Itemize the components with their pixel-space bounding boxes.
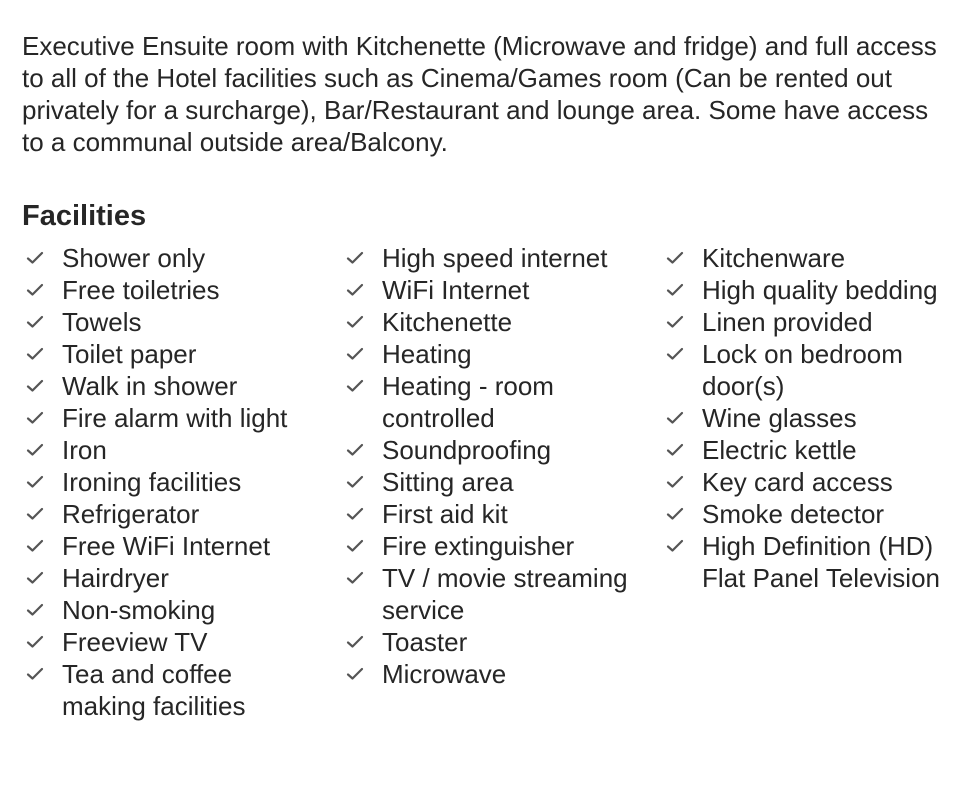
- facility-label: Toilet paper: [62, 339, 197, 369]
- facility-item: [342, 658, 632, 690]
- facility-label: Towels: [62, 307, 142, 337]
- facility-label: Smoke detector: [702, 499, 885, 529]
- check-icon: [26, 603, 44, 617]
- check-icon: [346, 443, 364, 457]
- facility-label: Free WiFi Internet: [62, 531, 271, 561]
- check-icon: [666, 411, 684, 425]
- facility-item: [342, 370, 632, 434]
- facility-label: Microwave: [382, 659, 507, 689]
- facility-item: [22, 594, 312, 626]
- facility-label: Key card access: [702, 467, 893, 497]
- facility-label: Heating - room controlled: [382, 371, 554, 433]
- facility-item: [22, 530, 312, 562]
- facility-item: [22, 402, 312, 434]
- facilities-list: [22, 242, 944, 772]
- facility-item: [22, 434, 312, 466]
- facility-item: [22, 466, 312, 498]
- check-icon: [26, 283, 44, 297]
- facility-item: [662, 434, 952, 466]
- facility-label: Shower only: [62, 243, 206, 273]
- check-icon: [26, 347, 44, 361]
- facility-label: TV / movie streaming service: [382, 563, 628, 625]
- facility-item: [662, 466, 952, 498]
- facility-item: [342, 562, 632, 626]
- facility-label: Fire alarm with light: [62, 403, 288, 433]
- facility-label: Toaster: [382, 627, 468, 657]
- facility-label: Fire extinguisher: [382, 531, 575, 561]
- check-icon: [26, 571, 44, 585]
- facility-label: Ironing facilities: [62, 467, 242, 497]
- facility-item: [342, 242, 632, 274]
- check-icon: [26, 475, 44, 489]
- facility-item: [22, 306, 312, 338]
- check-icon: [666, 539, 684, 553]
- facility-label: Electric kettle: [702, 435, 857, 465]
- check-icon: [666, 507, 684, 521]
- facility-item: [662, 498, 952, 530]
- facility-label: Freeview TV: [62, 627, 208, 657]
- check-icon: [346, 507, 364, 521]
- facility-label: High quality bedding: [702, 275, 938, 305]
- check-icon: [346, 571, 364, 585]
- facility-label: Linen provided: [702, 307, 873, 337]
- facility-label: Sitting area: [382, 467, 514, 497]
- facility-label: Soundproofing: [382, 435, 552, 465]
- check-icon: [346, 283, 364, 297]
- facility-item: [22, 242, 312, 274]
- check-icon: [26, 411, 44, 425]
- facility-label: Kitchenette: [382, 307, 513, 337]
- facility-item: [22, 658, 312, 722]
- check-icon: [346, 635, 364, 649]
- facility-label: WiFi Internet: [382, 275, 530, 305]
- facility-item: [342, 306, 632, 338]
- facility-label: Heating: [382, 339, 472, 369]
- facility-item: [662, 530, 952, 594]
- facility-label: Walk in shower: [62, 371, 238, 401]
- check-icon: [666, 283, 684, 297]
- check-icon: [26, 379, 44, 393]
- facility-item: [342, 498, 632, 530]
- facilities-column-3: [662, 242, 952, 594]
- facility-label: Refrigerator: [62, 499, 200, 529]
- check-icon: [346, 251, 364, 265]
- check-icon: [26, 539, 44, 553]
- facility-label: Wine glasses: [702, 403, 857, 433]
- facility-item: [662, 306, 952, 338]
- check-icon: [666, 443, 684, 457]
- check-icon: [666, 347, 684, 361]
- facility-label: First aid kit: [382, 499, 508, 529]
- facility-item: [342, 274, 632, 306]
- facility-item: [22, 274, 312, 306]
- check-icon: [26, 251, 44, 265]
- facility-item: [342, 530, 632, 562]
- check-icon: [666, 475, 684, 489]
- facility-label: High Definition (HD) Flat Panel Television: [702, 531, 940, 593]
- facilities-column-1: [22, 242, 312, 722]
- check-icon: [26, 507, 44, 521]
- check-icon: [26, 635, 44, 649]
- facility-item: [662, 242, 952, 274]
- facility-item: [22, 626, 312, 658]
- check-icon: [26, 443, 44, 457]
- facility-item: [342, 434, 632, 466]
- facility-label: Lock on bedroom door(s): [702, 339, 903, 401]
- check-icon: [26, 315, 44, 329]
- check-icon: [666, 251, 684, 265]
- facility-item: [22, 562, 312, 594]
- facility-item: [342, 626, 632, 658]
- facility-item: [22, 498, 312, 530]
- check-icon: [346, 539, 364, 553]
- facility-label: Free toiletries: [62, 275, 220, 305]
- facility-item: [662, 338, 952, 402]
- facility-item: [22, 370, 312, 402]
- facility-label: Kitchenware: [702, 243, 846, 273]
- facility-item: [662, 274, 952, 306]
- facility-label: High speed internet: [382, 243, 608, 273]
- check-icon: [346, 379, 364, 393]
- facility-label: Non-smoking: [62, 595, 216, 625]
- facility-label: Iron: [62, 435, 107, 465]
- check-icon: [666, 315, 684, 329]
- check-icon: [346, 315, 364, 329]
- facility-item: [342, 466, 632, 498]
- facilities-column-2: [342, 242, 632, 690]
- facility-label: Tea and coffee making facilities: [62, 659, 246, 721]
- check-icon: [346, 347, 364, 361]
- facility-label: Hairdryer: [62, 563, 169, 593]
- check-icon: [26, 667, 44, 681]
- facilities-heading: Facilities: [22, 200, 147, 232]
- check-icon: [346, 667, 364, 681]
- facility-item: [22, 338, 312, 370]
- facility-item: [662, 402, 952, 434]
- room-description: Executive Ensuite room with Kitchenette (Microwave and fridge) and full access to all of the Hotel facilities such as Cinema/Games room (Can be rented out privately for a surcharge), Bar/Restaurant and lounge area. Some have access to a communal outside area/Balcony.: [22, 31, 937, 157]
- check-icon: [346, 475, 364, 489]
- facility-item: [342, 338, 632, 370]
